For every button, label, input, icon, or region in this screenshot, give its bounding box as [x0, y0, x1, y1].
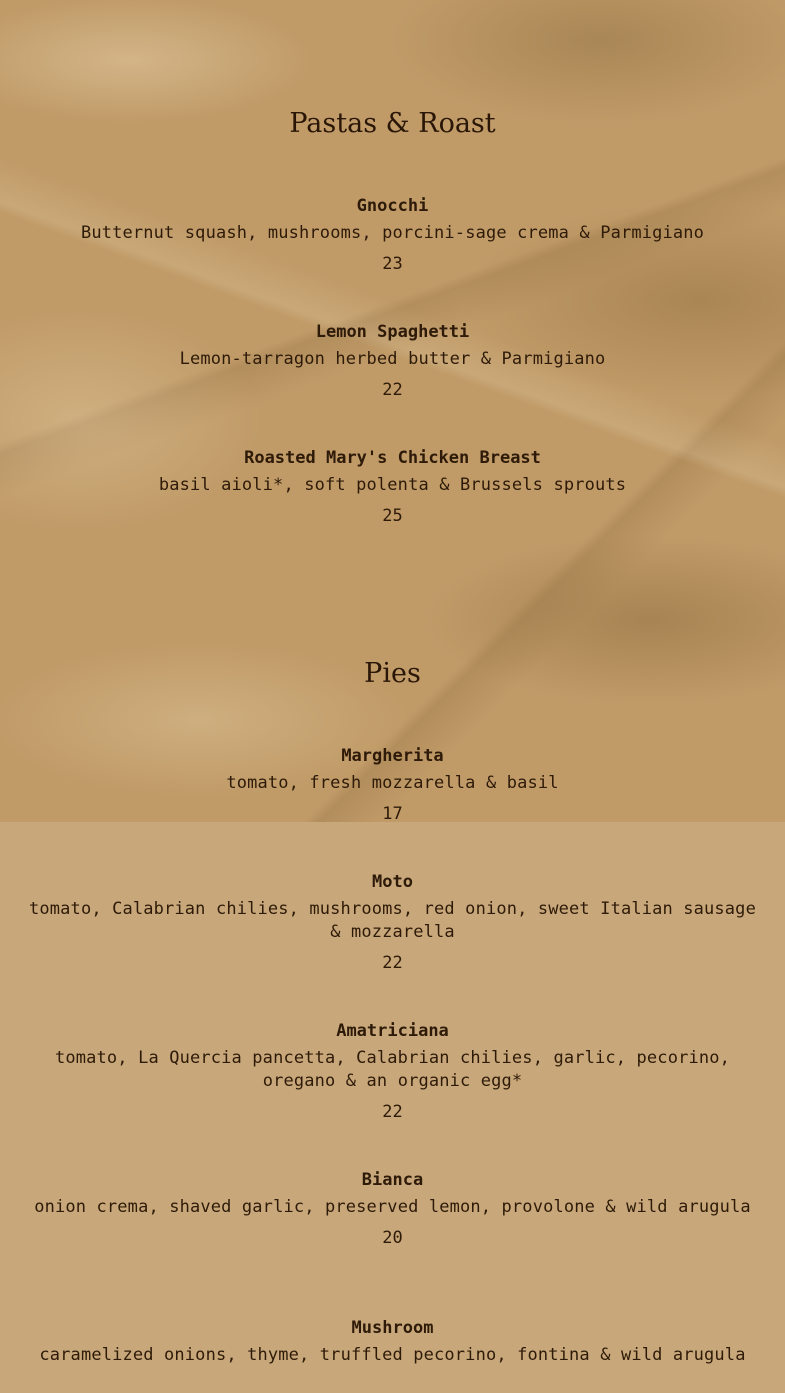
item-description: tomato, La Quercia pancetta, Calabrian chilies, garlic, pecorino, oregano & an organic egg* — [54, 1048, 731, 1091]
menu-item-moto — [0, 870, 785, 975]
menu-item-amatriciana — [0, 1019, 785, 1124]
item-name: Margherita — [341, 746, 444, 766]
item-name: Gnocchi — [356, 196, 429, 216]
item-name: Amatriciana — [336, 1021, 449, 1041]
menu-item-margherita — [0, 744, 785, 826]
item-price: 25 — [382, 506, 403, 526]
item-price: 20 — [382, 1228, 403, 1248]
item-description: tomato, fresh mozzarella & basil — [226, 773, 559, 793]
item-price: 22 — [382, 953, 403, 973]
item-name: Mushroom — [351, 1318, 434, 1338]
section-title-pies: Pies — [364, 658, 421, 689]
item-price: 17 — [382, 804, 403, 824]
item-price: 22 — [382, 380, 403, 400]
menu-item-lemon-spaghetti — [0, 320, 785, 402]
item-price: 23 — [382, 254, 403, 274]
item-description: basil aioli*, soft polenta & Brussels sprouts — [158, 475, 627, 495]
item-name: Roasted Mary's Chicken Breast — [244, 448, 541, 468]
section-title-pastas-roast: Pastas & Roast — [289, 108, 496, 139]
item-description: onion crema, shaved garlic, preserved lemon, provolone & wild arugula — [34, 1197, 751, 1217]
item-description: Lemon-tarragon herbed butter & Parmigiano — [179, 349, 606, 369]
item-name: Moto — [372, 872, 413, 892]
item-price: 22 — [382, 1102, 403, 1122]
item-description: tomato, Calabrian chilies, mushrooms, red onion, sweet Italian sausage & mozzarella — [29, 899, 756, 942]
item-description: Butternut squash, mushrooms, porcini-sage crema & Parmigiano — [80, 223, 705, 243]
item-name: Lemon Spaghetti — [315, 322, 470, 342]
item-name: Bianca — [361, 1170, 424, 1190]
menu-item-bianca — [0, 1168, 785, 1250]
menu-item-roasted-chicken — [0, 446, 785, 528]
menu-item-mushroom — [0, 1316, 785, 1367]
menu-item-gnocchi — [0, 194, 785, 276]
item-description: caramelized onions, thyme, truffled pecorino, fontina & wild arugula — [39, 1345, 746, 1365]
